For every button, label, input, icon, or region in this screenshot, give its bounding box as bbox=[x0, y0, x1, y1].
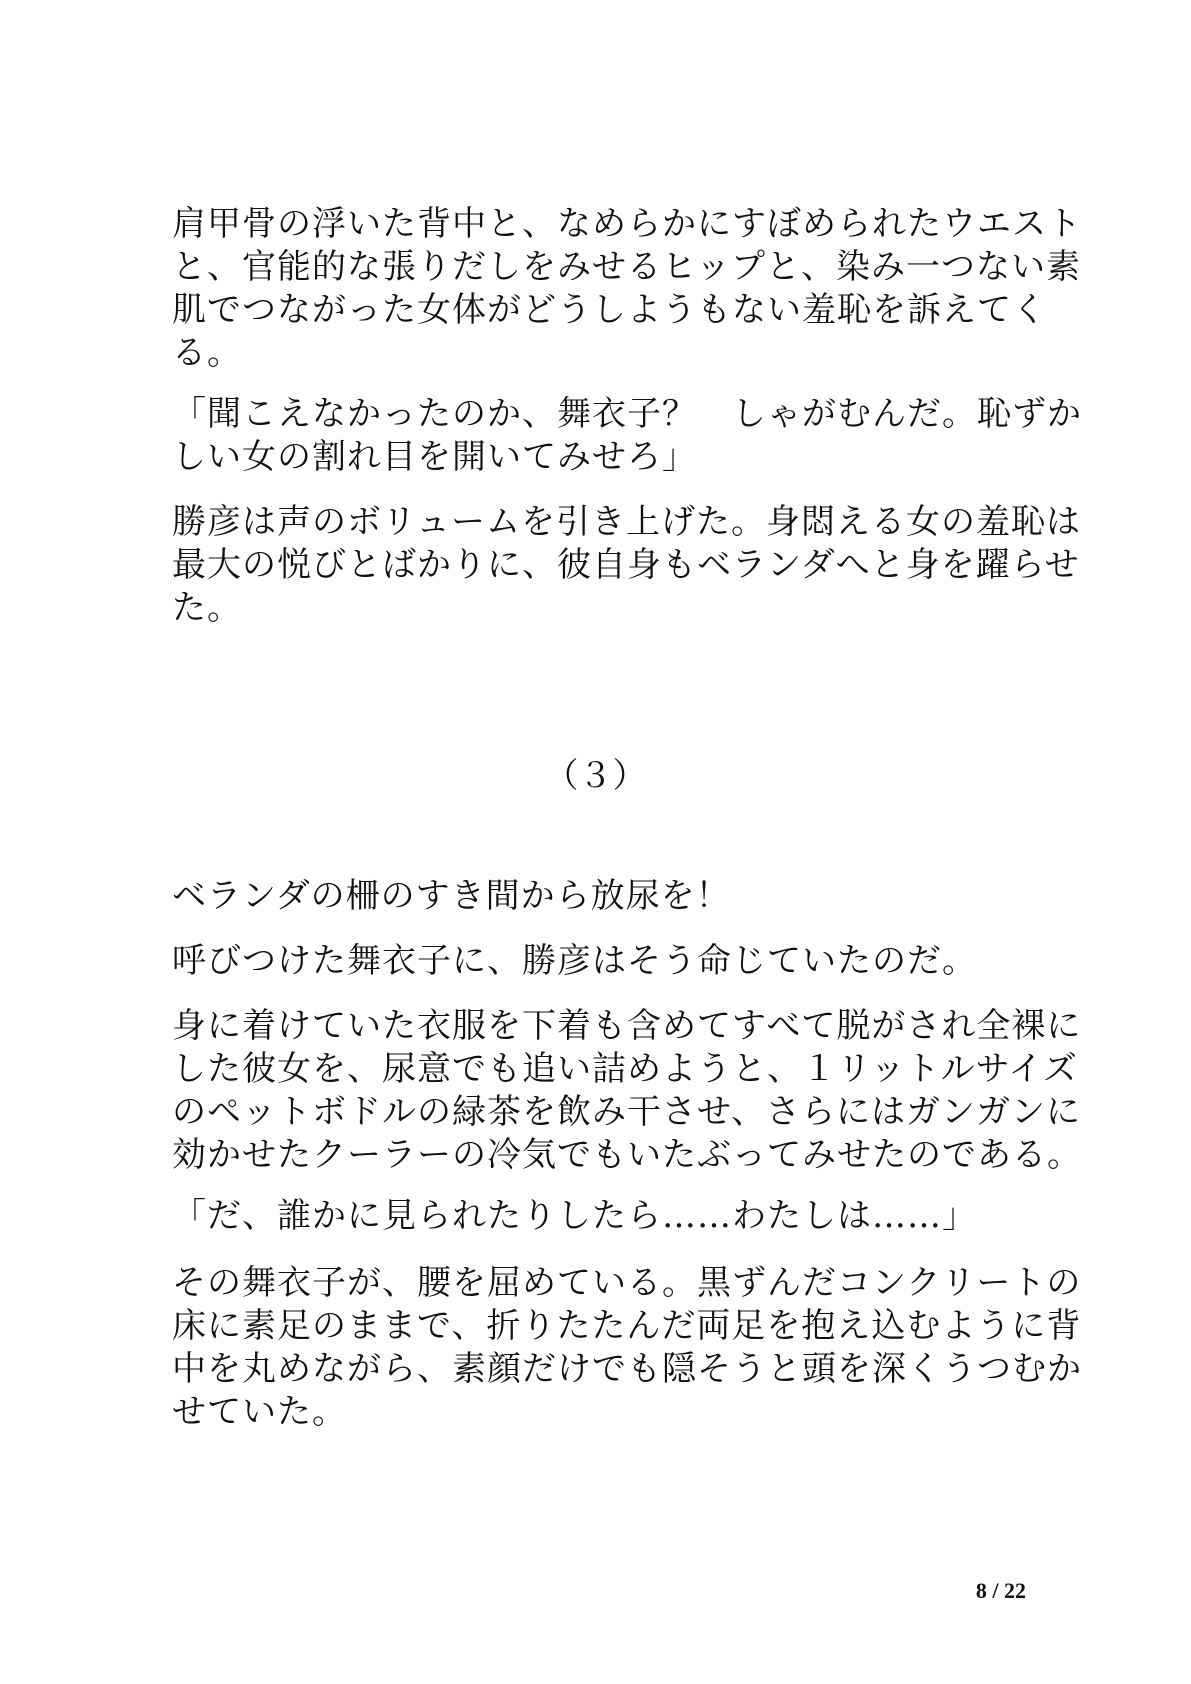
section-heading: （３） bbox=[544, 756, 647, 796]
text-line: と、官能的な張りだしをみせるヒップと、染み一つない素 bbox=[172, 247, 1081, 287]
paragraph-4 bbox=[172, 875, 1022, 918]
text-line: した彼女を、尿意でも追い詰めようと、１リットルサイズ bbox=[172, 1049, 1078, 1089]
text-line: その舞衣子が、腰を屈めている。黒ずんだコンクリートの bbox=[172, 1263, 1082, 1303]
text-line: 勝彦は声のボリュームを引き上げた。身悶える女の羞恥は bbox=[172, 502, 1081, 542]
text-line: 肌でつながった女体がどうしようもない羞恥を訴えてく bbox=[172, 290, 1047, 330]
paragraph-1 bbox=[172, 203, 1082, 375]
text-line: 「だ、誰かに見られたりしたら……わたしは……」 bbox=[172, 1196, 977, 1236]
text-line: 床に素足のままで、折りたたんだ両足を抱え込むように背 bbox=[172, 1306, 1082, 1346]
text-line: 「聞こえなかったのか、舞衣子？ しゃがむんだ。恥ずか bbox=[172, 394, 1082, 434]
text-line: ベランダの柵のすき間から放尿を！ bbox=[172, 876, 731, 916]
text-line: た。 bbox=[172, 588, 242, 628]
paragraph-7 bbox=[172, 1195, 1022, 1238]
text-line: 最大の悦びとばかりに、彼自身もベランダへと身を躍らせ bbox=[172, 545, 1080, 585]
paragraph-2 bbox=[172, 393, 1082, 479]
paragraph-8 bbox=[172, 1262, 1082, 1434]
text-line: のペットボドルの緑茶を飲み干させ、さらにはガンガンに bbox=[172, 1092, 1081, 1132]
paragraph-3 bbox=[172, 501, 1081, 630]
text-line: 肩甲骨の浮いた背中と、なめらかにすぼめられたウエスト bbox=[172, 204, 1082, 244]
text-line: 効かせたクーラーの冷気でもいたぶってみせたのである。 bbox=[172, 1135, 1082, 1175]
text-line: 呼びつけた舞衣子に、勝彦はそう命じていたのだ。 bbox=[172, 941, 977, 981]
page-number: 8 / 22 bbox=[975, 1578, 1026, 1603]
text-line: 中を丸めながら、素顔だけでも隠そうと頭を深くうつむか bbox=[172, 1349, 1082, 1389]
text-line: 身に着けていた衣服を下着も含めてすべて脱がされ全裸に bbox=[172, 1006, 1082, 1046]
paragraph-6 bbox=[172, 1005, 1082, 1177]
paragraph-5 bbox=[172, 940, 1022, 983]
text-line: しい女の割れ目を開いてみせろ」 bbox=[172, 437, 697, 477]
text-line: る。 bbox=[172, 333, 242, 373]
text-line: せていた。 bbox=[172, 1392, 347, 1432]
